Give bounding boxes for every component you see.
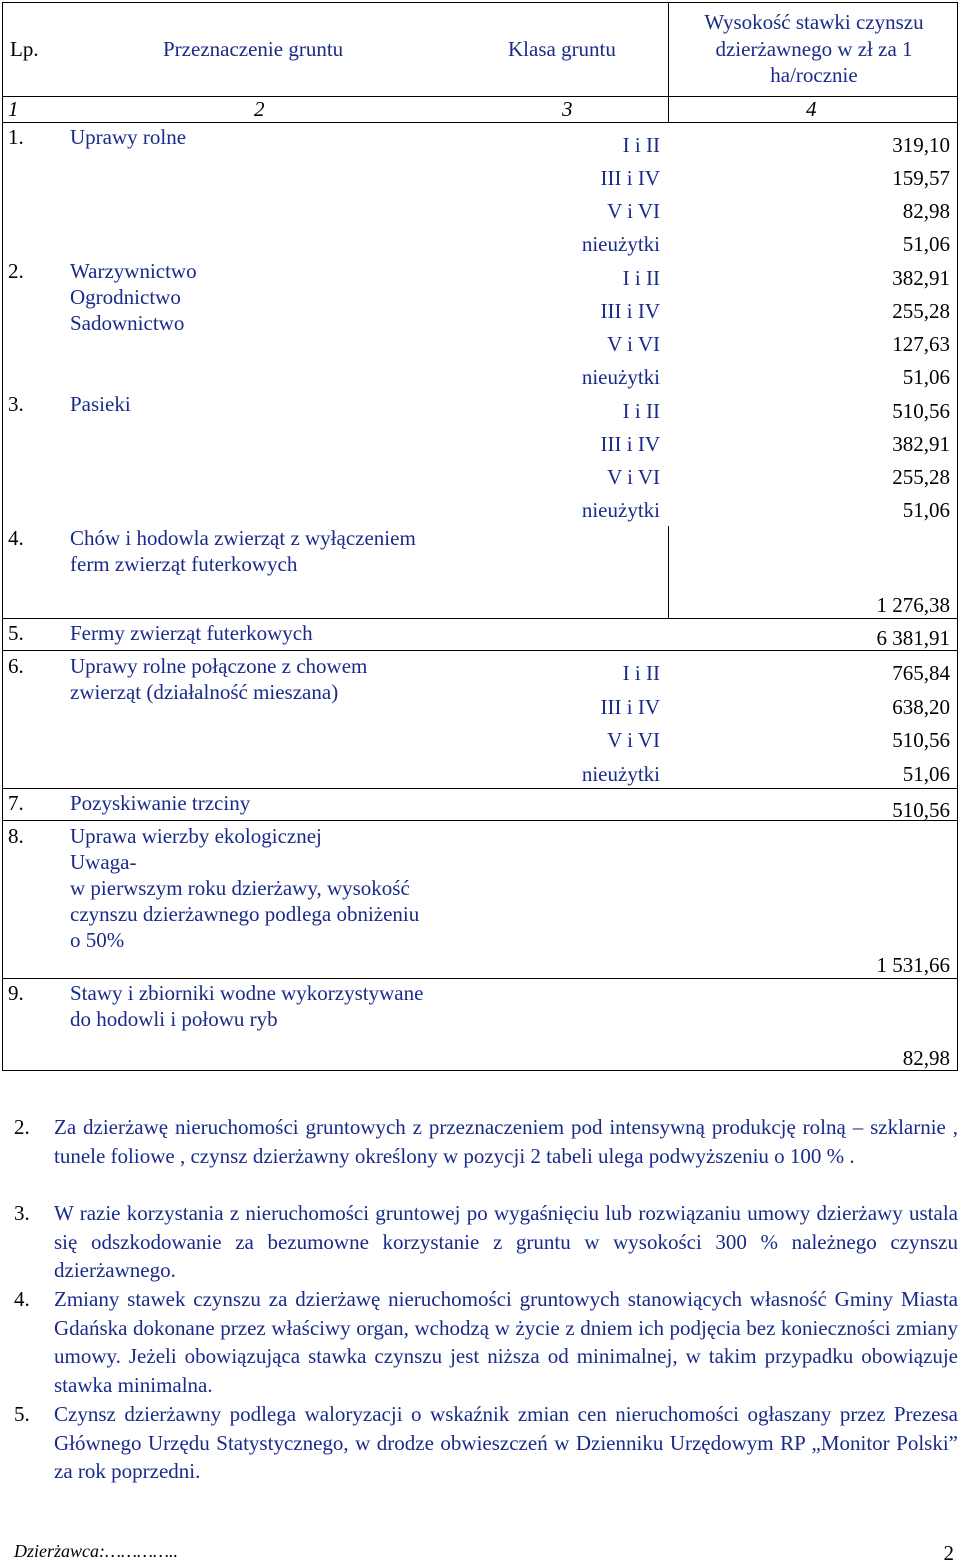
row-purpose: zwierząt (działalność mieszana) bbox=[70, 680, 339, 704]
tenant-signature-line: Dzierżawca:………….. bbox=[14, 1541, 179, 1561]
soil-class: nieużytki bbox=[581, 232, 660, 256]
soil-class: V i VI bbox=[607, 332, 660, 356]
soil-class: V i VI bbox=[607, 728, 660, 752]
rate-value: 255,28 bbox=[892, 465, 950, 489]
soil-class: nieużytki bbox=[581, 498, 660, 522]
row-purpose: Uprawy rolne bbox=[70, 125, 187, 149]
paragraph-text: Zmiany stawek czynszu za dzierżawę nieruchomości gruntowych stanowiących własność Gminy Miasta Gdańska dokonane przez właściwy organ, wchodzą w życie z dniem ich podjęcia bez konieczności zmiany umowy. Jeżeli obowiązująca stawka czynszu jest niższa od minimalnej, w takim przypadku obowiązuje stawka minimalna. bbox=[54, 1287, 958, 1397]
rate-value: 382,91 bbox=[892, 266, 950, 290]
row-purpose: Chów i hodowla zwierząt z wyłączeniem bbox=[70, 526, 416, 550]
rate-value: 255,28 bbox=[892, 299, 950, 323]
rate-value: 1 276,38 bbox=[876, 593, 950, 617]
row-purpose: Pasieki bbox=[70, 392, 131, 416]
paragraph bbox=[14, 1113, 958, 1170]
header-purpose: Przeznaczenie gruntu bbox=[163, 37, 344, 61]
row-purpose: Uprawa wierzby ekologicznej bbox=[70, 824, 322, 848]
paragraph-text: Czynsz dzierżawny podlega waloryzacji o wskaźnik zmian cen nieruchomości ogłaszany przez Prezesa Głównego Urzędu Statystycznego, w drodze obwieszczeń w Dzienniku Urzędowym RP „Monitor Polski” za rok poprzedni. bbox=[54, 1402, 958, 1483]
row-note: w pierwszym roku dzierżawy, wysokość bbox=[70, 876, 410, 900]
row-number: 1. bbox=[8, 125, 24, 149]
rate-value: 82,98 bbox=[902, 1046, 950, 1070]
rate-value: 51,06 bbox=[902, 365, 950, 389]
column-number: 3 bbox=[562, 97, 573, 121]
header-rate-line2: dzierżawnego w zł za 1 bbox=[715, 37, 913, 61]
rate-value: 765,84 bbox=[892, 661, 950, 685]
row-number: 6. bbox=[8, 654, 24, 678]
paragraph bbox=[14, 1199, 958, 1285]
paragraph-number: 3. bbox=[14, 1201, 30, 1225]
header-rate-line1: Wysokość stawki czynszu bbox=[704, 10, 924, 34]
paragraph-number: 2. bbox=[14, 1115, 30, 1139]
row-purpose: Fermy zwierząt futerkowych bbox=[70, 621, 313, 645]
row-purpose: do hodowli i połowu ryb bbox=[70, 1007, 278, 1031]
paragraph bbox=[14, 1400, 958, 1486]
row-note: o 50% bbox=[70, 928, 125, 952]
soil-class: III i IV bbox=[600, 166, 660, 190]
rate-value: 82,98 bbox=[902, 199, 950, 223]
soil-class: I i II bbox=[622, 399, 660, 423]
header-rate-line3: ha/rocznie bbox=[770, 63, 858, 87]
paragraph-number: 4. bbox=[14, 1287, 30, 1311]
row-purpose: Ogrodnictwo bbox=[70, 285, 181, 309]
rate-value: 510,56 bbox=[892, 399, 950, 423]
rate-value: 319,10 bbox=[892, 133, 950, 157]
column-number: 4 bbox=[806, 97, 817, 121]
row-purpose: Pozyskiwanie trzciny bbox=[70, 791, 251, 815]
table-rule bbox=[668, 526, 669, 618]
soil-class: nieużytki bbox=[581, 762, 660, 786]
table-rule bbox=[2, 978, 958, 979]
soil-class: I i II bbox=[622, 661, 660, 685]
paragraph-text: W razie korzystania z nieruchomości gruntowej po wygaśnięciu lub rozwiązaniu umowy dzierżawy ustala się odszkodowanie za bezumowne korzystanie z gruntu w wysokości 300 % należnego czynszu dzierżawnego. bbox=[54, 1201, 958, 1282]
header-lp: Lp. bbox=[10, 37, 39, 61]
soil-class: I i II bbox=[622, 133, 660, 157]
soil-class: I i II bbox=[622, 266, 660, 290]
header-soil-class: Klasa gruntu bbox=[508, 37, 616, 61]
table-rule bbox=[2, 788, 958, 789]
soil-class: III i IV bbox=[600, 695, 660, 719]
rate-value: 382,91 bbox=[892, 432, 950, 456]
table-rule bbox=[2, 122, 958, 123]
row-purpose: ferm zwierząt futerkowych bbox=[70, 552, 298, 576]
soil-class: V i VI bbox=[607, 199, 660, 223]
row-note: Uwaga- bbox=[70, 850, 137, 874]
row-number: 7. bbox=[8, 791, 24, 815]
soil-class: III i IV bbox=[600, 432, 660, 456]
soil-class: III i IV bbox=[600, 299, 660, 323]
page-number: 2 bbox=[943, 1541, 954, 1565]
column-number: 1 bbox=[8, 97, 19, 121]
soil-class: V i VI bbox=[607, 465, 660, 489]
row-number: 3. bbox=[8, 392, 24, 416]
rate-value: 127,63 bbox=[892, 332, 950, 356]
rate-value: 6 381,91 bbox=[876, 626, 950, 650]
row-purpose: Stawy i zbiorniki wodne wykorzystywane bbox=[70, 981, 424, 1005]
soil-class: nieużytki bbox=[581, 365, 660, 389]
rate-value: 159,57 bbox=[892, 166, 950, 190]
rate-value: 51,06 bbox=[902, 762, 950, 786]
rate-value: 510,56 bbox=[892, 798, 950, 822]
rate-value: 51,06 bbox=[902, 498, 950, 522]
row-number: 4. bbox=[8, 526, 24, 550]
row-number: 2. bbox=[8, 259, 24, 283]
row-purpose: Warzywnictwo bbox=[70, 259, 197, 283]
paragraph-text: Za dzierżawę nieruchomości gruntowych z przeznaczeniem pod intensywną produkcję rolną – szklarnie , tunele foliowe , czynsz dzierżawny określony w pozycji 2 tabeli ulega podwyższeniu o 100 % . bbox=[54, 1115, 958, 1168]
row-purpose: Sadownictwo bbox=[70, 311, 185, 335]
rate-value: 510,56 bbox=[892, 728, 950, 752]
row-note: czynszu dzierżawnego podlega obniżeniu bbox=[70, 902, 420, 926]
column-number: 2 bbox=[254, 97, 265, 121]
table-rule bbox=[668, 2, 669, 122]
row-number: 8. bbox=[8, 824, 24, 848]
table-rule bbox=[2, 618, 958, 619]
rate-value: 638,20 bbox=[892, 695, 950, 719]
rate-value: 51,06 bbox=[902, 232, 950, 256]
row-purpose: Uprawy rolne połączone z chowem bbox=[70, 654, 368, 678]
paragraph-number: 5. bbox=[14, 1402, 30, 1426]
rate-value: 1 531,66 bbox=[876, 953, 950, 977]
row-number: 5. bbox=[8, 621, 24, 645]
paragraph bbox=[14, 1285, 958, 1399]
row-number: 9. bbox=[8, 981, 24, 1005]
